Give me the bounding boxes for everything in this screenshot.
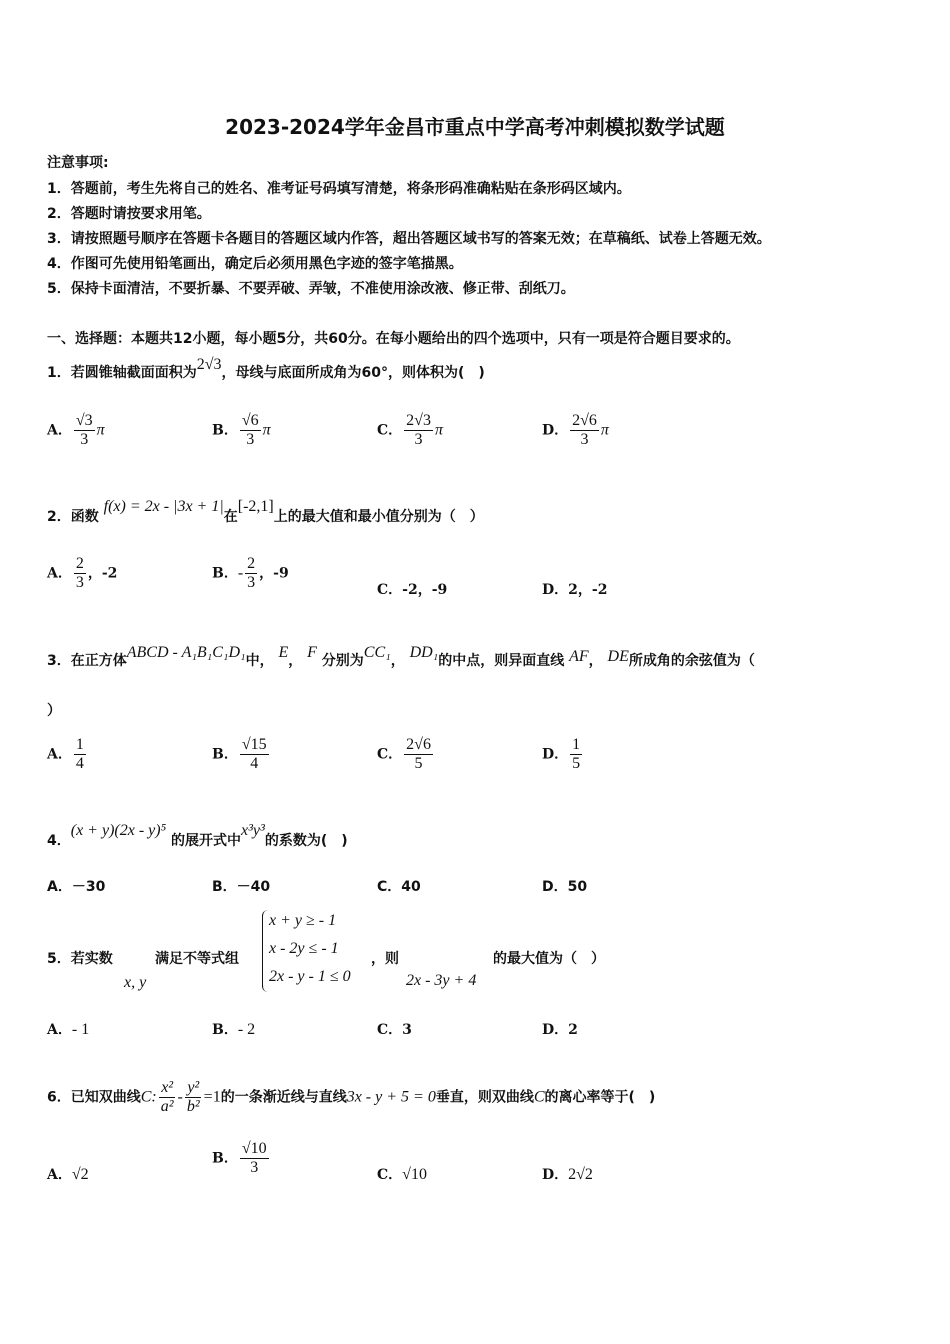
option-text: - 1 bbox=[71, 1021, 90, 1038]
notice-item-4: 4．作图可先使用铅笔画出，确定后必须用黑色字迹的签字笔描黑。 bbox=[47, 256, 463, 272]
option-label: D． bbox=[542, 879, 568, 895]
option-text: 2，-2 bbox=[568, 582, 608, 598]
option-text: 3 bbox=[402, 1022, 412, 1038]
notice-heading: 注意事项: bbox=[47, 155, 109, 171]
fraction-numerator: √10 bbox=[241, 1140, 267, 1157]
option-label: A． bbox=[47, 1022, 72, 1038]
fraction-numerator: 2√6 bbox=[572, 412, 597, 429]
comma: ， bbox=[390, 653, 405, 669]
option-label: C． bbox=[377, 422, 403, 439]
option-label: A． bbox=[47, 422, 72, 439]
q5-vars: x, y bbox=[124, 974, 147, 991]
option-label: D． bbox=[542, 746, 569, 763]
q3-close-paren: ） bbox=[47, 703, 61, 719]
section-heading: 一、选择题：本题共12小题，每小题5分，共60分。在每小题给出的四个选项中，只有一项是符合题目要求的。 bbox=[47, 331, 740, 347]
question-1 bbox=[47, 356, 485, 382]
option-label: B． bbox=[212, 1150, 238, 1167]
notice-item-2: 2．答题时请按要求用笔。 bbox=[47, 206, 211, 222]
q6-text-c: 垂直，则双曲线 bbox=[435, 1089, 534, 1106]
option-label: D． bbox=[542, 1022, 569, 1038]
notice-item-5: 5．保持卡面清洁，不要折暴、不要弄破、弄皱，不准使用涂改液、修正带、刮纸刀。 bbox=[47, 281, 575, 297]
q5-inequality-2: x - 2y ≤ - 1 bbox=[269, 940, 339, 957]
option-text: -2，-9 bbox=[402, 582, 448, 598]
q6-text-a: 6．已知双曲线 bbox=[47, 1089, 141, 1106]
fraction-numerator: √15 bbox=[241, 736, 267, 753]
q4-option-d[interactable] bbox=[542, 876, 587, 896]
option-label: C． bbox=[377, 746, 403, 763]
q1-text-a: 1．若圆锥轴截面面积为 bbox=[47, 365, 197, 381]
q3-cube: ABCD - A₁B₁C₁D₁ bbox=[126, 644, 246, 661]
option-label: B． bbox=[212, 1022, 238, 1038]
q4-text-a: 4． bbox=[47, 833, 71, 849]
q3-option-b[interactable] bbox=[212, 736, 271, 773]
option-text: √10 bbox=[402, 1166, 427, 1183]
q3-edge-dd1: DD₁ bbox=[409, 644, 439, 661]
q3-text-a: 3．在正方体 bbox=[47, 653, 127, 669]
comma: ， bbox=[288, 653, 303, 669]
q3-option-a[interactable] bbox=[47, 736, 88, 773]
q5-inequality-1: x + y ≥ - 1 bbox=[269, 912, 337, 929]
q4-expression: (x + y)(2x - y)⁵ bbox=[70, 822, 167, 839]
q1-option-c[interactable] bbox=[377, 412, 443, 449]
q5-text-a: 5．若实数 bbox=[47, 951, 113, 967]
option-label: D． bbox=[542, 422, 569, 439]
fraction-numerator: 2√6 bbox=[406, 736, 431, 753]
pi-symbol: π bbox=[96, 421, 105, 439]
q5-inequality-system bbox=[262, 910, 375, 992]
q5-option-b[interactable] bbox=[212, 1019, 255, 1039]
q3-line-de: DE bbox=[607, 648, 629, 665]
q3-edge-cc1: CC₁ bbox=[363, 644, 391, 661]
question-4 bbox=[47, 822, 348, 850]
q5-inequality-3: 2x - y - 1 ≤ 0 bbox=[269, 968, 351, 985]
q2-option-a[interactable] bbox=[47, 555, 117, 592]
q5-text-d: 的最大值为（ ） bbox=[493, 951, 605, 967]
q6-option-a[interactable] bbox=[47, 1164, 89, 1184]
option-label: A． bbox=[47, 879, 72, 895]
q5-text-b: 满足不等式组 bbox=[155, 951, 239, 967]
notice-item-1: 1．答题前，考生先将自己的姓名、准考证号码填写清楚，将条形码准确粘贴在条形码区域内。 bbox=[47, 181, 631, 197]
q2-option-c[interactable] bbox=[377, 579, 447, 599]
q3-text-e: 所成角的余弦值为（ bbox=[628, 653, 755, 669]
fraction-denominator: 5 bbox=[414, 755, 423, 772]
option-text: ，-9 bbox=[259, 565, 289, 582]
question-2 bbox=[47, 498, 484, 526]
fraction-numerator: 2 bbox=[75, 555, 84, 572]
fraction-denominator: 3 bbox=[247, 574, 256, 591]
q3-point-f: F bbox=[307, 644, 317, 661]
option-label: B． bbox=[212, 746, 238, 763]
q5-text-c: ，则 bbox=[371, 951, 399, 967]
option-label: A． bbox=[47, 746, 72, 763]
q4-text-c: 的系数为( ) bbox=[264, 833, 348, 849]
option-text: 40 bbox=[401, 879, 421, 895]
q4-option-b[interactable] bbox=[212, 876, 270, 896]
q4-term: x³y³ bbox=[241, 822, 265, 839]
option-text: －30 bbox=[71, 879, 106, 895]
fraction-numerator: y² bbox=[187, 1079, 200, 1096]
option-label: A． bbox=[47, 1167, 72, 1183]
q1-option-a[interactable] bbox=[47, 412, 105, 449]
q1-area: 2√3 bbox=[196, 356, 222, 373]
option-label: C． bbox=[377, 879, 402, 895]
question-6: 6．已知双曲线C: $\frac{\text{x²}}{\text{a²}}$ - $\frac{\text{y²}}{\text{b²}}$ =1的一条渐近线与直线3x - y + 5 = 0垂直，则双曲线C的离心率等于( ) bbox=[47, 1079, 656, 1115]
q6-text-d: 的离心率等于( ) bbox=[544, 1089, 656, 1106]
fraction-denominator: 3 bbox=[580, 431, 589, 448]
q6-option-d[interactable] bbox=[542, 1164, 593, 1184]
q5-option-a[interactable] bbox=[47, 1019, 89, 1039]
option-text: √2 bbox=[71, 1166, 89, 1183]
q6-curve-name: C: bbox=[140, 1088, 157, 1106]
fraction-denominator: 4 bbox=[75, 755, 84, 772]
fraction-denominator: 3 bbox=[75, 574, 84, 591]
q1-option-b[interactable] bbox=[212, 412, 271, 449]
fraction-numerator: 2 bbox=[247, 555, 256, 572]
q2-interval: [-2,1] bbox=[237, 498, 274, 515]
option-label: D． bbox=[542, 582, 569, 598]
q2-text-b: 在 bbox=[223, 509, 238, 525]
q6-option-c[interactable] bbox=[377, 1164, 427, 1184]
notice-item-3: 3．请按照题号顺序在答题卡各题目的答题区域内作答，超出答题区域书写的答案无效；在草稿纸、试卷上答题无效。 bbox=[47, 231, 771, 247]
q4-option-a[interactable] bbox=[47, 876, 105, 896]
fraction-numerator: x² bbox=[161, 1079, 174, 1096]
q5-option-c[interactable] bbox=[377, 1019, 412, 1039]
fraction-denominator: b² bbox=[186, 1098, 200, 1115]
comma: ， bbox=[588, 653, 603, 669]
fraction-denominator: 3 bbox=[250, 1159, 259, 1176]
q3-line-af: AF bbox=[569, 648, 589, 665]
fraction-numerator: 1 bbox=[75, 736, 84, 753]
fraction-numerator: 1 bbox=[572, 736, 581, 753]
option-text: ，-2 bbox=[87, 565, 118, 582]
q3-point-e: E bbox=[278, 644, 289, 661]
question-3 bbox=[47, 644, 755, 670]
q3-text-c: 分别为 bbox=[321, 653, 364, 669]
q6-curve-c: C bbox=[533, 1088, 545, 1106]
fraction-numerator: √3 bbox=[75, 412, 93, 429]
q5-objective: 2x - 3y + 4 bbox=[406, 972, 477, 989]
option-label: C． bbox=[377, 1022, 403, 1038]
q6-option-b[interactable] bbox=[212, 1140, 271, 1177]
option-text: - 2 bbox=[237, 1021, 256, 1038]
option-label: C． bbox=[377, 582, 403, 598]
q4-option-c[interactable] bbox=[377, 876, 421, 896]
pi-symbol: π bbox=[434, 421, 443, 439]
q2-text-a: 2．函数 bbox=[47, 509, 99, 525]
q1-text-b: ，母线与底面所成角为60°，则体积为( ) bbox=[221, 365, 485, 381]
option-label: A． bbox=[47, 565, 72, 582]
q3-option-d[interactable] bbox=[542, 736, 584, 773]
q3-text-d: 的中点，则异面直线 bbox=[438, 653, 565, 669]
q1-option-d[interactable] bbox=[542, 412, 609, 449]
page-title: 2023-2024学年金昌市重点中学高考冲刺模拟数学试题 bbox=[225, 115, 725, 139]
option-label: B． bbox=[212, 422, 238, 439]
fraction-denominator: 3 bbox=[80, 431, 89, 448]
option-text: 2√2 bbox=[568, 1166, 593, 1183]
option-text: －40 bbox=[236, 879, 271, 895]
minus-sign: - bbox=[237, 564, 244, 582]
pi-symbol: π bbox=[600, 421, 609, 439]
q6-line: 3x - y + 5 = 0 bbox=[346, 1088, 436, 1106]
q5-option-d[interactable] bbox=[542, 1019, 578, 1039]
fraction-denominator: 3 bbox=[414, 431, 423, 448]
pi-symbol: π bbox=[262, 421, 271, 439]
q2-function: f(x) = 2x - |3x + 1| bbox=[103, 498, 224, 515]
fraction-denominator: 3 bbox=[246, 431, 255, 448]
option-text: 50 bbox=[567, 879, 588, 895]
fraction-denominator: a² bbox=[160, 1098, 174, 1115]
option-text: 2 bbox=[568, 1022, 578, 1038]
q2-option-d[interactable] bbox=[542, 579, 607, 599]
q3-text-b: 中， bbox=[245, 653, 274, 669]
option-label: D． bbox=[542, 1167, 569, 1183]
fraction-denominator: 4 bbox=[250, 755, 259, 772]
option-label: C． bbox=[377, 1167, 403, 1183]
q6-text-b: 的一条渐近线与直线 bbox=[220, 1089, 347, 1106]
fraction-numerator: √6 bbox=[241, 412, 259, 429]
q2-text-c: 上的最大值和最小值分别为（ ） bbox=[273, 509, 484, 525]
fraction-denominator: 5 bbox=[572, 755, 581, 772]
equals-one: =1 bbox=[203, 1088, 221, 1106]
q3-option-c[interactable] bbox=[377, 736, 435, 773]
fraction-numerator: 2√3 bbox=[406, 412, 431, 429]
q2-option-b[interactable] bbox=[212, 555, 289, 592]
option-label: B． bbox=[212, 879, 237, 895]
option-label: B． bbox=[212, 565, 238, 582]
q4-text-b: 的展开式中 bbox=[171, 833, 242, 849]
